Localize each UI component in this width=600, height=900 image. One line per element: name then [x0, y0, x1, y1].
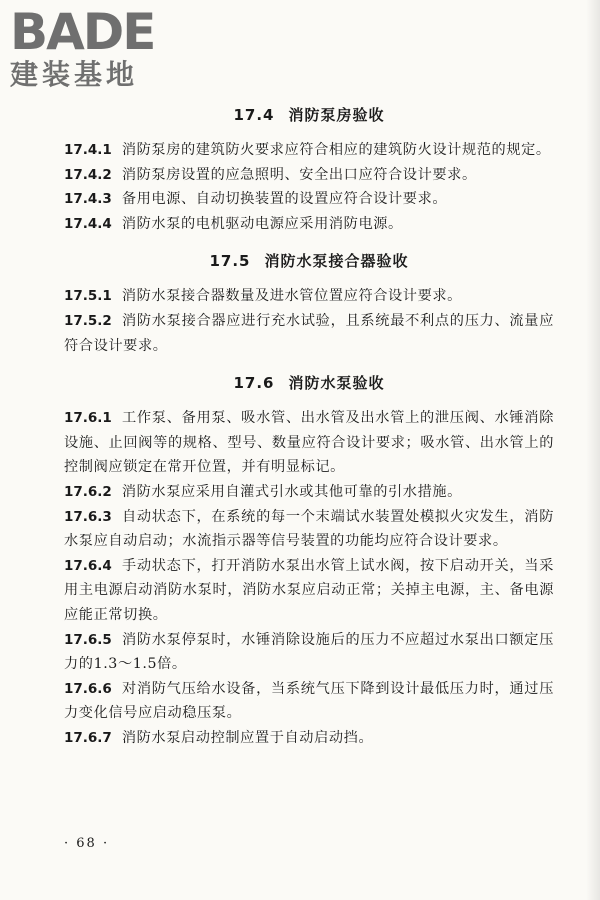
clause-number: 17.4.1 [64, 142, 112, 158]
clause-17-6-7 [64, 726, 554, 751]
clause-17-6-4 [64, 554, 554, 628]
clause-text: 消防水泵接合器应进行充水试验，且系统最不利点的压力、流量应符合设计要求。 [64, 312, 554, 354]
page-number: · 68 · [64, 836, 110, 851]
clause-17-5-2 [64, 309, 554, 358]
clause-number: 17.5.1 [64, 288, 112, 305]
clause-text: 消防水泵应采用自灌式引水或其他可靠的引水措施。 [121, 483, 462, 500]
clause-text: 消防水泵的电机驱动电源应采用消防电源。 [121, 215, 403, 232]
clause-number: 17.6.5 [64, 631, 112, 648]
clause-number: 17.6.3 [64, 508, 112, 525]
section-number: 17.4 [233, 106, 275, 124]
page-edge-shadow [586, 0, 600, 900]
clause-text: 对消防气压给水设备，当系统气压下降到设计最低压力时，通过压力变化信号应启动稳压泵。 [64, 680, 554, 722]
section-heading-17-6 [64, 368, 554, 398]
section-title-text: 消防水泵接合器验收 [264, 252, 409, 271]
logo-subtitle: 建装基地 [10, 58, 139, 91]
section-number: 17.5 [209, 252, 251, 271]
clause-number: 17.6.1 [64, 410, 112, 427]
section-heading-17-4 [64, 100, 554, 130]
clause-text: 自动状态下，在系统的每一个末端试水装置处模拟火灾发生，消防水泵应自动启动；水流指示器等信号装置的功能均应符合设计要求。 [64, 508, 554, 550]
clause-17-6-2 [64, 480, 554, 505]
clause-text: 消防泵房的建筑防火要求应符合相应的建筑防火设计规范的规定。 [121, 142, 551, 158]
clause-17-4-1 [64, 138, 554, 163]
clause-17-6-3 [64, 505, 554, 554]
clause-number: 17.6.2 [64, 483, 112, 500]
clause-17-4-3 [64, 187, 554, 212]
clause-text: 消防泵房设置的应急照明、安全出口应符合设计要求。 [121, 166, 477, 183]
section-number: 17.6 [233, 374, 275, 393]
clause-number: 17.4.3 [64, 191, 112, 208]
clause-17-5-1 [64, 284, 554, 309]
logo-wordmark: BADE [10, 3, 155, 61]
clause-text: 手动状态下，打开消防水泵出水管上试水阀，按下启动开关，当采用主电源启动消防水泵时，消防水泵应启动正常；关掉主电源，主、备电源应能正常切换。 [64, 557, 554, 623]
section-heading-17-5 [64, 246, 554, 276]
clause-17-4-4 [64, 212, 554, 237]
clause-text: 工作泵、备用泵、吸水管、出水管及出水管上的泄压阀、水锤消除设施、止回阀等的规格、型号、数量应符合设计要求；吸水管、出水管上的控制阀应锁定在常开位置，并有明显标记。 [64, 410, 554, 476]
section-title-text: 消防水泵验收 [288, 374, 385, 393]
document-page [64, 100, 554, 750]
clause-number: 17.4.2 [64, 166, 112, 183]
clause-text: 消防水泵停泵时，水锤消除设施后的压力不应超过水泵出口额定压力的1.3～1.5倍。 [64, 631, 554, 673]
clause-text: 备用电源、自动切换装置的设置应符合设计要求。 [121, 191, 448, 208]
clause-number: 17.4.4 [64, 215, 112, 232]
bade-logo [10, 3, 180, 96]
clause-text: 消防水泵启动控制应置于自动启动挡。 [121, 729, 374, 746]
clause-17-6-1 [64, 406, 554, 480]
clause-17-6-5 [64, 628, 554, 677]
clause-number: 17.6.6 [64, 680, 112, 697]
clause-number: 17.6.4 [64, 557, 112, 574]
clause-text: 消防水泵接合器数量及进水管位置应符合设计要求。 [121, 288, 462, 305]
clause-number: 17.6.7 [64, 729, 112, 746]
clause-number: 17.5.2 [64, 312, 112, 329]
clause-17-6-6 [64, 677, 554, 726]
section-title-text: 消防泵房验收 [288, 106, 385, 124]
clause-17-4-2 [64, 163, 554, 188]
